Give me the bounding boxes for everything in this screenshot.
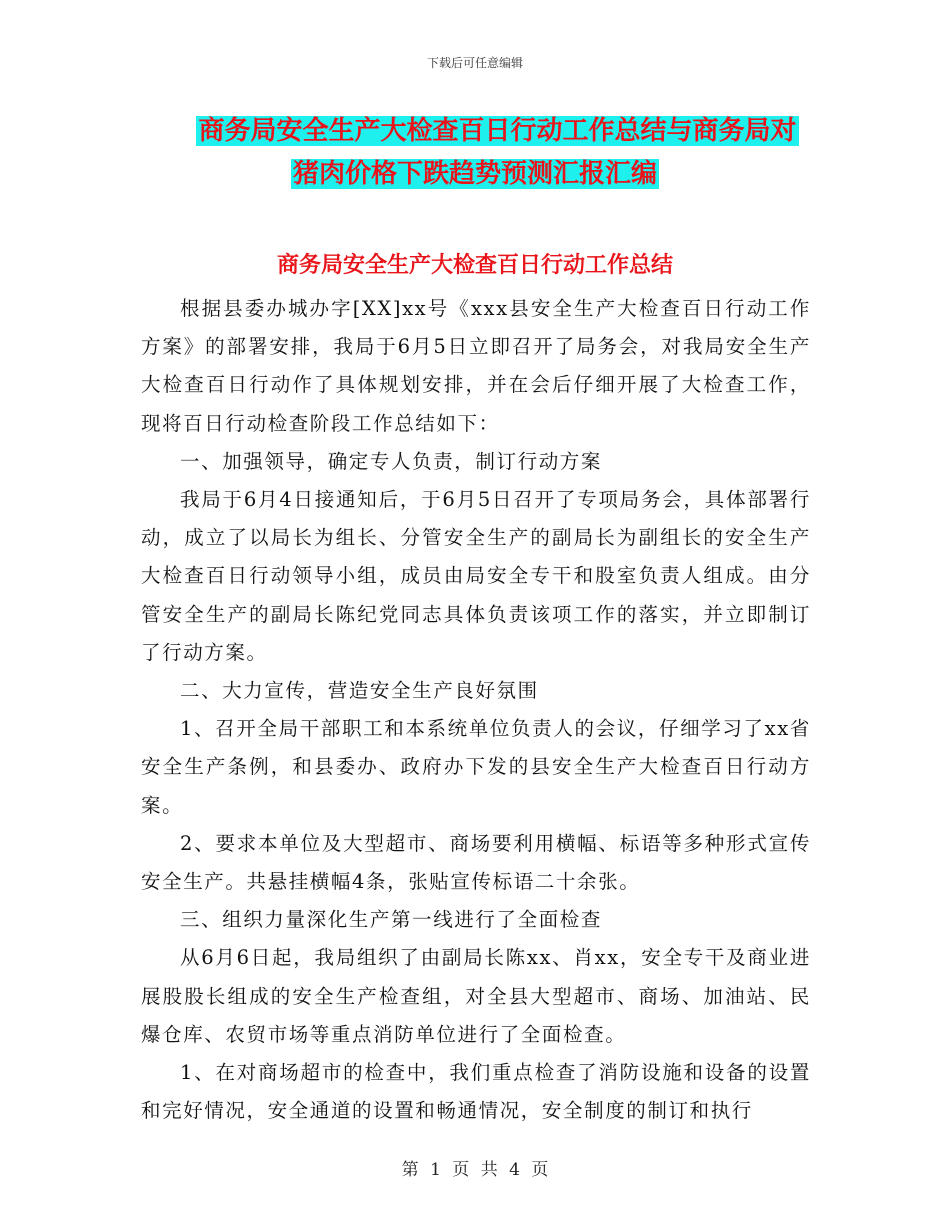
page-footer: 第 1 页 共 4 页 <box>401 1160 549 1180</box>
paragraph-supermarket: 1、在对商场超市的检查中，我们重点检查了消防设施和设备的设置和完好情况，安全通道的设置和畅通情况，安全制度的制订和执行 <box>141 1061 811 1123</box>
paragraph-inspection: 从6月6日起，我局组织了由副局长陈xx、肖xx，安全专干及商业进展股股长组成的安全生产检查组，对全县大型超市、商场、加油站、民爆仓库、农贸市场等重点消防单位进行了全面检查。 <box>141 946 811 1046</box>
paragraph-intro: 根据县委办城办字[XX]xx号《xxx县安全生产大检查百日行动工作方案》的部署安排，我局于6月5日立即召开了局务会，对我局安全生产大检查百日行动作了具体规划安排，并在会后仔细开展了大检查工作，现将百日行动检查阶段工作总结如下： <box>141 297 811 435</box>
paragraph-leadership: 我局于6月4日接通知后，于6月5日召开了专项局务会，具体部署行动，成立了以局长为组长、分管安全生产的副局长为副组长的安全生产大检查百日行动领导小组，成员由局安全专干和股室负责人组成。由分管安全生产的副局长陈纪党同志具体负责该项工作的落实，并立即制订了行动方案。 <box>141 488 811 664</box>
title-line-2-text: 猪肉价格下跌趋势预测汇报汇编 <box>292 159 657 189</box>
heading-one: 一、加强领导，确定专人负责，制订行动方案 <box>180 449 603 473</box>
document-title-line-1 <box>0 111 950 151</box>
header-note: 下载后可任意编辑 <box>426 56 523 70</box>
document-body <box>141 290 811 1130</box>
paragraph-banners: 2、要求本单位及大型超市、商场要利用横幅、标语等多种形式宣传安全生产。共悬挂横幅4条，张贴宣传标语二十余张。 <box>141 831 811 894</box>
heading-two: 二、大力宣传，营造安全生产良好氛围 <box>180 679 539 703</box>
document-title-line-2 <box>0 154 950 194</box>
section-title: 商务局安全生产大检查百日行动工作总结 <box>276 253 673 278</box>
paragraph-meeting: 1、召开全局干部职工和本系统单位负责人的会议，仔细学习了xx省安全生产条例，和县委办、政府办下发的县安全生产大检查百日行动方案。 <box>141 717 811 817</box>
heading-three: 三、组织力量深化生产第一线进行了全面检查 <box>180 908 603 932</box>
title-line-1-text: 商务局安全生产大检查百日行动工作总结与商务局对 <box>198 116 797 146</box>
